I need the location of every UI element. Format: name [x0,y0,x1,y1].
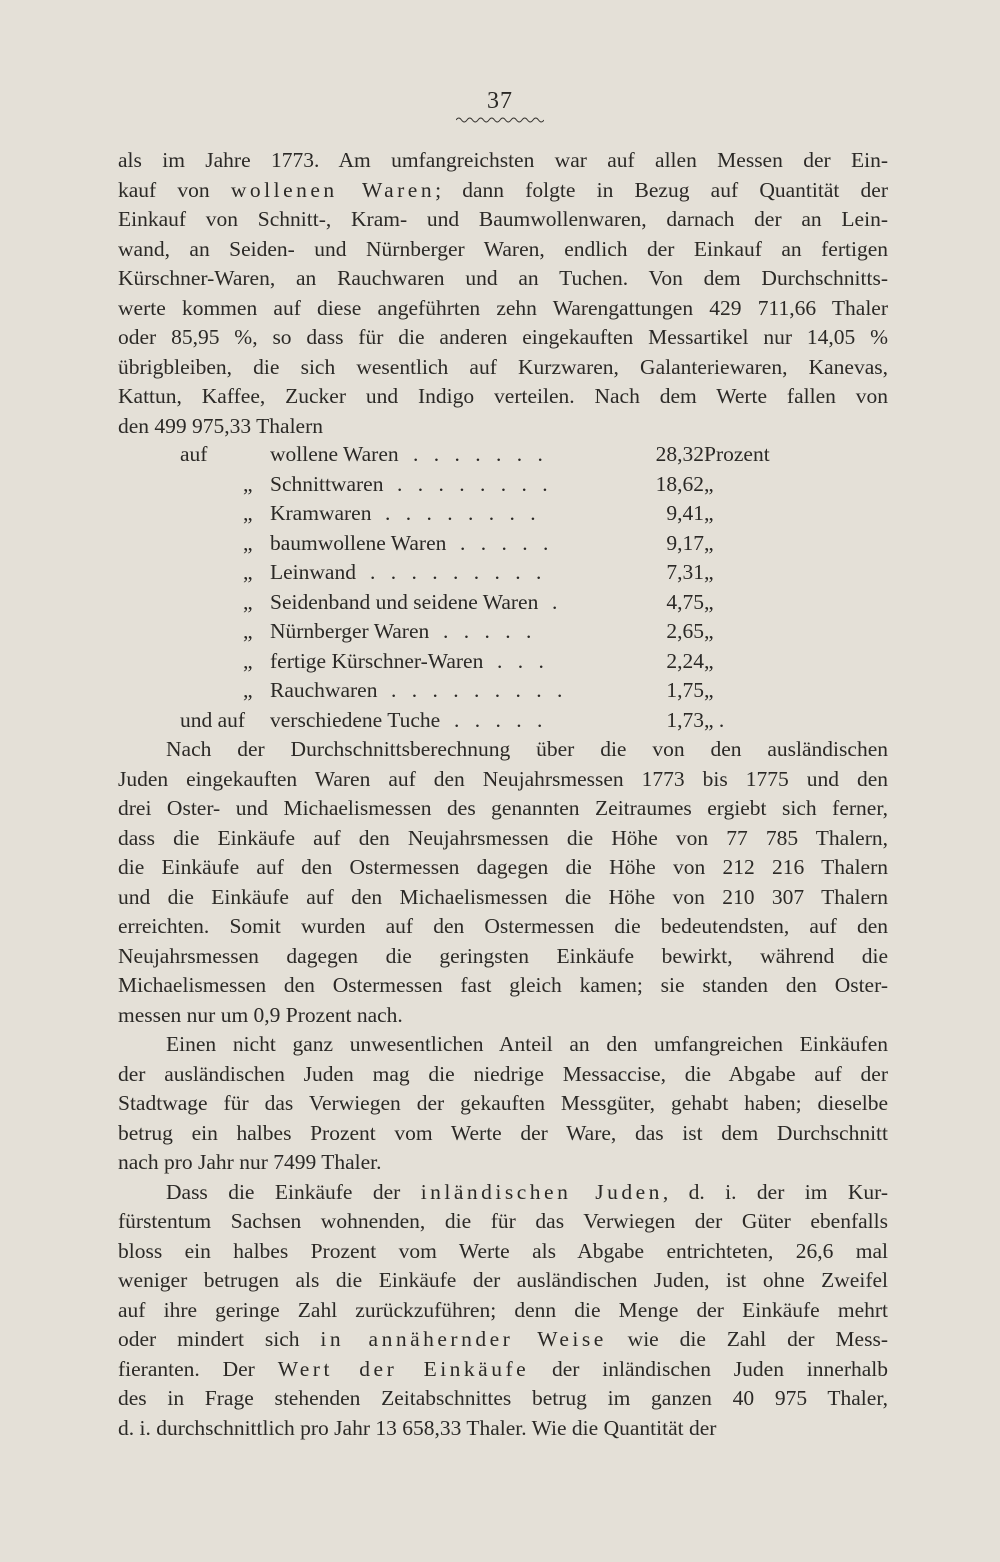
table-row [118,617,888,647]
text-line: werte kommen auf diese angeführten zehn Warengattungen 429 711,66 Thaler [118,295,888,320]
text-line: drei Oster- und Michaelismessen des genannten Zeitraumes ergiebt sich ferner, [118,796,888,820]
leader-dots: . . . . . . . . [385,501,541,525]
row-label: Schnittwaren [270,471,384,496]
row-value: 9,41 [666,501,704,525]
text-line: weniger betrugen als die Einkäufe der ausländischen Juden, ist ohne Zweifel [118,1268,888,1292]
text-line: bloss ein halbes Prozent vom Werte als Abgabe entrichteten, 26,6 mal [118,1238,888,1263]
row-value: 1,75 [666,678,704,702]
row-unit: „ [704,619,714,643]
leader-dots: . . . . . [454,707,548,732]
row-value: 1,73 [666,707,704,732]
text-line: Kattun, Kaffee, Zucker und Indigo verteilen. Nach dem Werte fallen von [118,384,888,408]
text-line: fürstentum Sachsen wohnenden, die für das Verwiegen der Güter ebenfalls [118,1209,888,1233]
text-line: Michaelismessen den Ostermessen fast gleich kamen; sie standen den Oster- [118,973,888,997]
text-line: und die Einkäufe auf den Michaelismessen die Höhe von 210 307 Thalern [118,884,888,909]
leader-dots: . . . . . . . [413,442,548,466]
text-span: ; dann folgte in Bezug auf Quantität der [435,177,888,202]
row-unit: „ [704,648,714,673]
leader-dots: . [552,589,563,614]
leader-dots: . . . . . [443,619,537,643]
text-span: wie die Zahl der Mess- [606,1327,888,1351]
row-unit: „ [704,530,714,555]
text-line: den 499 975,33 Thalern [118,413,324,438]
text-line: wand, an Seiden- und Nürnberger Waren, endlich der Einkauf an fertigen [118,236,888,261]
row-prefix: „ [243,560,253,584]
text-line: erreichten. Somit wurden auf den Ostermessen die bedeutendsten, auf den [118,914,888,938]
row-unit: „ [704,589,714,614]
paragraph-1 [118,146,888,441]
row-unit: „ . [704,707,725,732]
spaced-emphasis: Wert der Einkäufe [277,1356,530,1381]
text-line: messen nur um 0,9 Prozent nach. [118,1002,403,1027]
text-span: Dass die Einkäufe der [166,1179,421,1204]
text-line: Kürschner-Waren, an Rauchwaren und an Tuchen. Von dem Durchschnitts- [118,266,888,290]
text-line: betrug ein halbes Prozent vom Werte der Ware, das ist dem Durchschnitt [118,1120,888,1145]
text-span: kauf von [118,177,231,202]
text-span: fieranten. Der [118,1356,278,1381]
text-line [118,1178,888,1208]
row-label: fertige Kürschner-Waren [270,648,484,673]
page-number-ornament [456,116,544,124]
spaced-emphasis: inländischen Juden [420,1179,663,1204]
leader-dots: . . . . . . . . . [370,560,547,584]
text-line: die Einkäufe auf den Ostermessen dagegen die Höhe von 212 216 Thalern [118,855,888,879]
row-label: baumwollene Waren [270,530,447,555]
row-unit: „ [704,560,714,584]
row-label: Seidenband und seidene Waren [270,589,539,614]
row-prefix: auf [180,442,208,466]
text-line: des in Frage stehenden Zeitabschnittes betrug im ganzen 40 975 Thaler, [118,1386,888,1410]
row-value: 2,65 [666,619,704,643]
row-value: 4,75 [666,589,704,614]
row-label: Leinwand [270,560,356,584]
table-row [118,588,888,618]
row-label: Kramwaren [270,501,372,525]
text-line: Einen nicht ganz unwesentlichen Anteil an den umfangreichen Einkäufen [166,1032,888,1056]
text-span: , d. i. der im Kur- [662,1179,889,1204]
row-label: wollene Waren [270,442,399,466]
table-row [118,470,888,500]
text-line: Neujahrsmessen dagegen die geringsten Einkäufe bewirkt, während die [118,943,888,968]
text-line: der ausländischen Juden mag die niedrige Messaccise, die Abgabe auf der [118,1061,888,1086]
text-continuation [118,735,888,1443]
text-line: oder 85,95 %, so dass für die anderen eingekauften Messartikel nur 14,05 % [118,325,888,349]
text-line [118,1355,888,1385]
row-value: 28,32 [655,442,704,466]
row-unit: „ [704,501,714,525]
text-line [118,176,888,206]
row-prefix: „ [243,648,253,673]
leader-dots: . . . . . . . . . [391,678,568,702]
row-value: 2,24 [666,648,704,673]
row-unit: „ [704,678,714,702]
row-unit: Prozent [704,442,770,466]
row-prefix: „ [243,619,253,643]
text-line: als im Jahre 1773. Am umfangreichsten war auf allen Messen der Ein- [118,148,888,172]
row-prefix: „ [243,530,253,555]
row-prefix: „ [243,471,253,496]
leader-dots: . . . [497,648,549,673]
table-row [118,647,888,677]
table-row [118,499,888,529]
text-span: der inländischen Juden innerhalb [529,1356,888,1381]
text-line: Stadtwage für das Verwiegen der gekauften Messgüter, gehabt haben; dieselbe [118,1091,888,1115]
text-line [118,1325,888,1355]
row-prefix: „ [243,501,253,525]
text-line: dass die Einkäufe auf den Neujahrsmessen die Höhe von 77 785 Thalern, [118,825,888,850]
row-prefix: „ [243,589,253,614]
percentage-table [118,440,888,735]
row-value: 18,62 [655,471,704,496]
spaced-emphasis: wollenen Waren [230,177,436,202]
row-label: Nürnberger Waren [270,619,430,643]
row-prefix: „ [243,678,253,702]
row-label: verschiedene Tuche [270,707,441,732]
leader-dots: . . . . . [460,530,554,555]
text-span: oder mindert sich [118,1327,321,1351]
text-line: auf ihre geringe Zahl zurückzuführen; denn die Menge der Einkäufe mehrt [118,1297,888,1322]
row-prefix: und auf [180,707,246,732]
table-row [118,558,888,588]
row-value: 7,31 [666,560,704,584]
text-line: übrigbleiben, die sich wesentlich auf Kurzwaren, Galanteriewaren, Kanevas, [118,354,888,379]
spaced-emphasis: in annähernder Weise [320,1327,607,1351]
row-label: Rauchwaren [270,678,378,702]
text-line: d. i. durchschnittlich pro Jahr 13 658,33 Thaler. Wie die Quantität der [118,1415,717,1440]
text-line: Juden eingekauften Waren auf den Neujahrsmessen 1773 bis 1775 und den [118,766,888,791]
leader-dots: . . . . . . . . [397,471,553,496]
text-line: Einkauf von Schnitt-, Kram- und Baumwollenwaren, darnach der an Lein- [118,207,888,231]
table-row [118,706,888,736]
table-row [118,529,888,559]
page-number: 37 [487,88,513,114]
row-value: 9,17 [666,530,704,555]
row-unit: „ [704,471,714,496]
text-line: Nach der Durchschnittsberechnung über die von den ausländischen [166,737,888,761]
table-row [118,440,888,470]
table-row [118,676,888,706]
text-line: nach pro Jahr nur 7499 Thaler. [118,1150,382,1174]
